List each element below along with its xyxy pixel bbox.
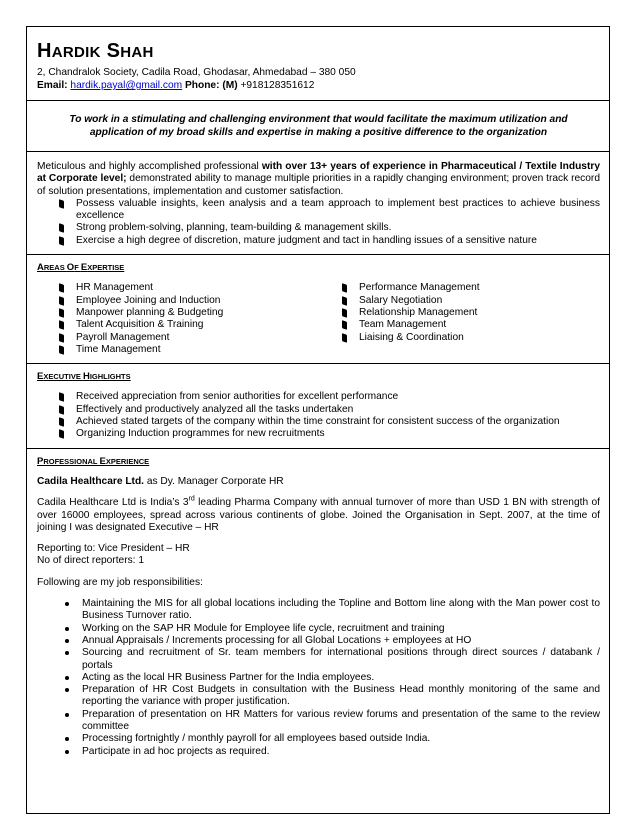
list-item: Payroll Management [59, 332, 342, 344]
summary-list [37, 198, 600, 247]
list-item: Possess valuable insights, keen analysis and a team approach to implement best practices to achieve business excellence [59, 198, 600, 223]
list-item: Team Management [342, 319, 600, 331]
phone-label: Phone: (M) [184, 80, 238, 91]
list-item: Performance Management [342, 282, 600, 294]
list-item: Talent Acquisition & Training [59, 319, 342, 331]
list-item: Annual Appraisals / Increments processing for all Global Locations + employees at HO [65, 635, 600, 647]
email-label: Email: [37, 80, 68, 91]
job-heading [37, 476, 600, 488]
list-item: Manpower planning & Budgeting [59, 307, 342, 319]
list-item: Exercise a high degree of discretion, mature judgment and tact in handling issues of a sensitive nature [59, 235, 600, 247]
objective: To work in a stimulating and challenging environment that would facilitate the maximum utilization and application of my broad skills and expertise in making a positive difference to the organization [69, 114, 568, 138]
summary-text: Meticulous and highly accomplished professional [37, 161, 262, 172]
divider [27, 100, 610, 101]
list-item: Salary Negotiation [342, 295, 600, 307]
divider [27, 151, 610, 152]
company-description: Cadila Healthcare Ltd is India’s 3rd leading Pharma Company with annual turnover of more than USD 1 BN with strength of over 16000 employees, spread across various continents of globe. Joined the Organisation in Sept. 2007, at the time of joining I was designated Executive – HR [37, 495, 600, 533]
list-item: Preparation of HR Cost Budgets in consultation with the Business Head monthly monitoring of the same and reporting the variance with proper justification. [65, 684, 600, 709]
list-item: Participate in ad hoc projects as required. [65, 746, 600, 758]
summary-bold: with over 13+ years of experience in Pharmaceutical / Textile Industry at Corporate level; [37, 161, 600, 185]
summary-text-2: demonstrated ability to manage multiple priorities in a rapidly changing environment; proven track record of solution presentations, implementation and customer satisfaction. [37, 173, 600, 197]
divider [27, 363, 610, 364]
list-item: Effectively and productively analyzed all the tasks undertaken [59, 404, 600, 416]
address: 2, Chandralok Society, Cadila Road, Ghodasar, Ahmedabad – 380 050 [37, 67, 356, 78]
list-item: Liaising & Coordination [342, 332, 600, 344]
list-item: Sourcing and recruitment of Sr. team members for international positions through direct sources / databank / portals [65, 647, 600, 672]
surname: HAH [120, 44, 154, 61]
highlights-list [37, 391, 600, 440]
phone-value: +918128351612 [240, 80, 315, 91]
list-item: Working on the SAP HR Module for Employee life cycle, recruitment and training [65, 623, 600, 635]
section-title-expertise: AREAS OF EXPERTISE [37, 262, 125, 274]
responsibilities-list [37, 598, 600, 758]
reporting-to [37, 543, 600, 555]
list-item: Strong problem-solving, planning, team-building & management skills. [59, 222, 600, 234]
list-item: Processing fortnightly / monthly payroll for all employees based outside India. [65, 733, 600, 745]
list-item: Time Management [59, 344, 342, 356]
name-first: ARDIK [51, 44, 101, 61]
section-title-experience: PROFESSIONAL EXPERIENCE [37, 455, 150, 467]
candidate-name [37, 38, 600, 66]
contact-line [37, 79, 600, 92]
expertise-columns [37, 282, 600, 356]
job-role: as Dy. Manager Corporate HR [144, 475, 284, 487]
name-initial: H [37, 40, 52, 62]
divider [27, 254, 610, 255]
surname-initial: S [106, 40, 121, 62]
list-item: Relationship Management [342, 307, 600, 319]
list-item: Organizing Induction programmes for new recruitments [59, 428, 600, 440]
list-item: Acting as the local HR Business Partner for the India employees. [65, 672, 600, 684]
company-name: Cadila Healthcare Ltd. [37, 475, 144, 487]
list-item: HR Management [59, 282, 342, 294]
list-item: Maintaining the MIS for all global locations including the Topline and Bottom line along with the Man power cost to Business Turnover ratio. [65, 598, 600, 623]
list-item: Achieved stated targets of the company within the time constraint for consistent success of the organization [59, 416, 600, 428]
direct-reporters: No of direct reporters: 1 [37, 555, 145, 567]
expertise-list-left [37, 282, 342, 356]
summary-paragraph [37, 161, 600, 198]
reporting-value: Vice President – HR [95, 543, 190, 555]
email-link[interactable]: hardik.payal@gmail.com [70, 80, 183, 91]
divider [27, 448, 610, 449]
section-title-highlights: EXECUTIVE HIGHLIGHTS [37, 371, 131, 383]
list-item: Preparation of presentation on HR Matters for various review forums and presentation of the same to the review committee [65, 709, 600, 734]
reporting-label: Reporting to: [37, 543, 96, 555]
expertise-list-right [342, 282, 600, 343]
responsibilities-intro: Following are my job responsibilities: [37, 576, 203, 588]
resume-page [26, 26, 610, 814]
list-item: Employee Joining and Induction [59, 295, 342, 307]
list-item: Received appreciation from senior authorities for excellent performance [59, 391, 600, 403]
